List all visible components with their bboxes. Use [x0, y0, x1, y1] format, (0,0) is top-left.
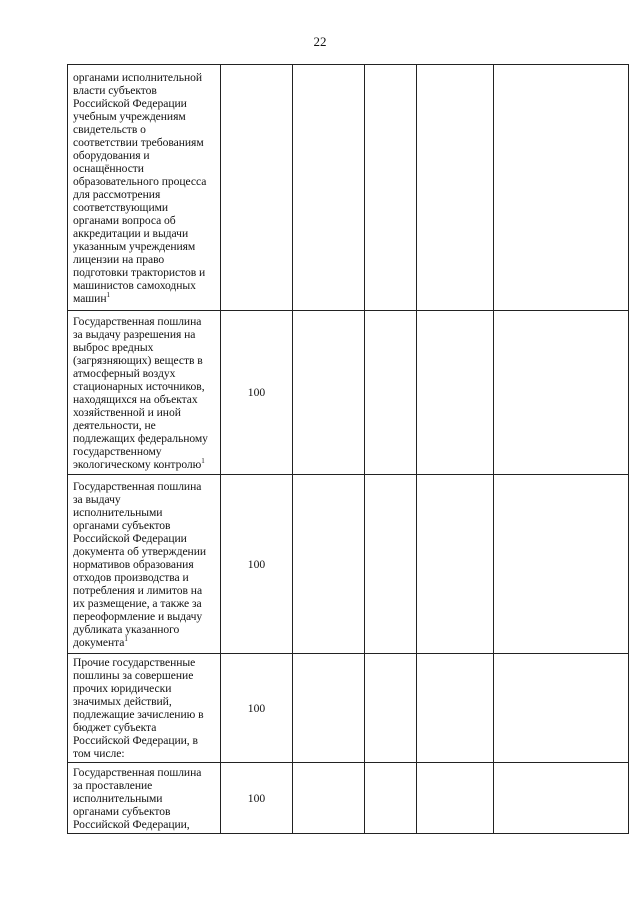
- description-text: Государственная пошлина за выдачу разрешения на выброс вредных (загрязняющих) веществ в атмосферный воздух стационарных источников, находящихся на объектах хозяйственной и иной деятельности, не подлежащих федеральному государственному экологическому контролю: [73, 314, 208, 471]
- footnote-mark: 1: [106, 290, 110, 299]
- value-cell: [221, 475, 293, 654]
- value-text: 100: [247, 701, 266, 715]
- empty-cell: [365, 65, 417, 311]
- table-row: [68, 65, 629, 311]
- empty-cell: [365, 654, 417, 763]
- value-cell: [221, 763, 293, 834]
- empty-cell: [494, 65, 629, 311]
- empty-cell: [293, 475, 365, 654]
- description-cell: [68, 65, 221, 311]
- empty-cell: [365, 763, 417, 834]
- page-number: 22: [313, 34, 327, 49]
- empty-cell: [293, 311, 365, 475]
- description-text: органами исполнительной власти субъектов Российской Федерации учебным учреждениям свидетельств о соответствии требованиям оборудования и оснащённости образовательного процесса для рассмотрения соответствующими органами вопроса об аккредитации и выдачи указанным учреждениям лицензии на право подготовки трактористов и машинистов самоходных машин: [73, 70, 207, 305]
- value-cell: [221, 311, 293, 475]
- description-cell: [68, 311, 221, 475]
- empty-cell: [293, 654, 365, 763]
- empty-cell: [293, 763, 365, 834]
- value-text: 100: [247, 386, 266, 399]
- empty-cell: [417, 475, 494, 654]
- description-text: Государственная пошлина за проставление исполнительными органами субъектов Российской Федерации,: [73, 765, 202, 831]
- empty-cell: [365, 475, 417, 654]
- empty-cell: [293, 65, 365, 311]
- revenue-table: [67, 64, 629, 834]
- empty-cell: [417, 654, 494, 763]
- description-text: Прочие государственные пошлины за совершение прочих юридически значимых действий, подлежащие зачислению в бюджет субъекта Российской Федерации, в том числе:: [73, 656, 204, 760]
- description-text: Государственная пошлина за выдачу исполнительными органами субъектов Российской Федерации документа об утверждении нормативов образования отходов производства и потребления и лимитов на их размещение, а также за переоформление и выдачу дубликата указанного документа: [73, 479, 207, 649]
- empty-cell: [417, 65, 494, 311]
- value-text: 100: [247, 557, 266, 571]
- value-text: 100: [247, 791, 266, 805]
- footnote-mark: 1: [201, 456, 205, 465]
- value-cell: [221, 65, 293, 311]
- description-cell: [68, 475, 221, 654]
- value-cell: [221, 654, 293, 763]
- description-cell: [68, 654, 221, 763]
- table-row: [68, 763, 629, 834]
- empty-cell: [494, 311, 629, 475]
- table-row: [68, 475, 629, 654]
- empty-cell: [365, 311, 417, 475]
- empty-cell: [494, 654, 629, 763]
- footnote-mark: 1: [124, 634, 128, 643]
- table-row: [68, 654, 629, 763]
- table-row: [68, 311, 629, 475]
- empty-cell: [417, 311, 494, 475]
- empty-cell: [494, 475, 629, 654]
- description-cell: [68, 763, 221, 834]
- empty-cell: [417, 763, 494, 834]
- empty-cell: [494, 763, 629, 834]
